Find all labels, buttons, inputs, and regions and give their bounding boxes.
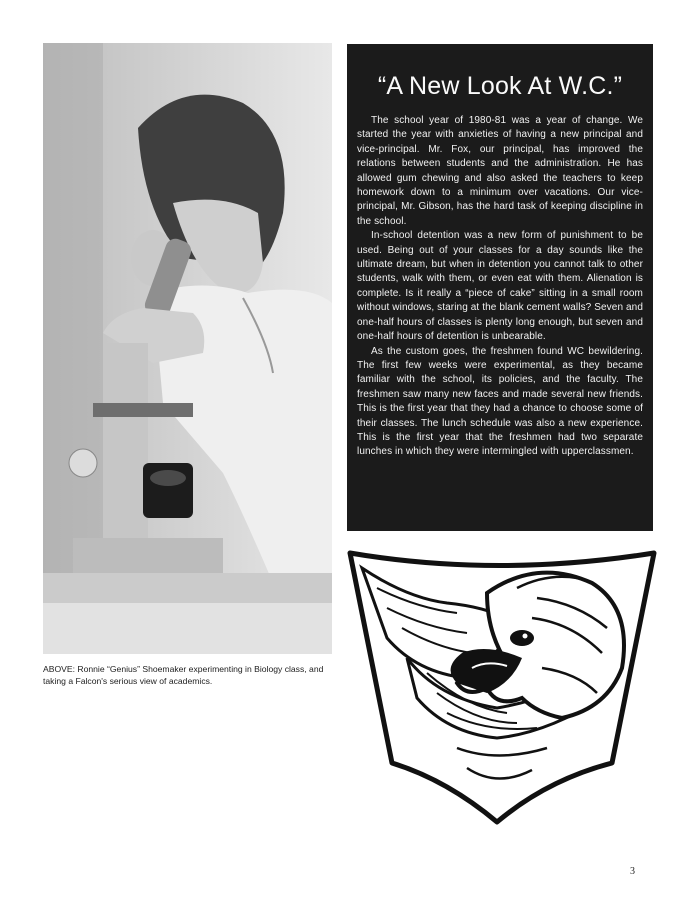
article-paragraph: The school year of 1980-81 was a year of change. We started the year with anxieties of having a new principal and vice-principal. Mr. Fox, our principal, has improved the relations between students and the administration. He has allowed gum chewing and also asked the teachers to keep homework down to a minimum over vacations. Our vice-principal, Mr. Gibson, has the hard task of keeping discipline in the school. [357,115,643,227]
page-number: 3 [630,866,635,877]
photo-caption: ABOVE: Ronnie “Genius” Shoemaker experimenting in Biology class, and taking a Falcon's serious view of academics. [43,664,324,686]
article-title: “A New Look At W.C.” [377,72,623,100]
article-paragraph: In-school detention was a new form of punishment to be used. Being out of your classes for a day sounds like the ultimate dream, but when in detention you cannot talk to other students, walk with them, or even eat with them. Alienation is complete. Is it really a “piece of cake” sitting in a small room without windows, staring at the blank cement walls? Seven and one-half hours of classes is plenty long enough, but seven and one-half hours of detention is unbearable. [357,230,643,343]
student-microscope-photo [43,43,332,654]
article-box [347,44,653,531]
article-paragraph: As the custom goes, the freshmen found WC bewildering. The first few weeks were experimental, as they became familiar with the school, its policies, and the faculty. The freshmen saw many new faces and made several new friends. This is the first year that they had a chance to choose some of their classes. The lunch schedule was also a new experience. This is the first year that the freshmen had two separate lunches in which they were intermingled with upperclassmen. [357,345,643,458]
falcon-shield-emblem [347,548,657,826]
